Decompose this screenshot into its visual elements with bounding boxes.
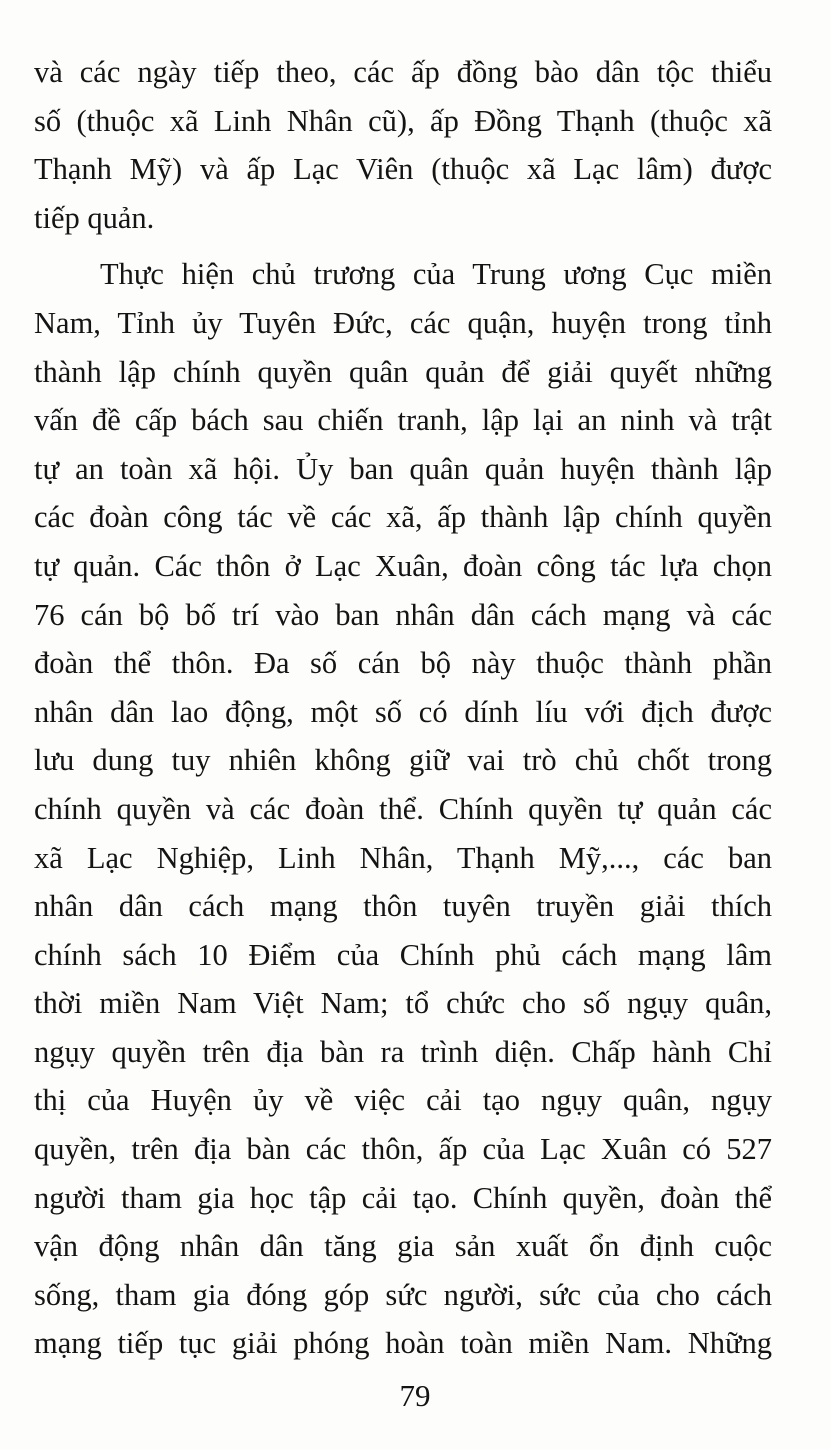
text-line: ngụy quyền trên địa bàn ra trình diện. Chấp hành Chỉ	[34, 1034, 772, 1069]
text-line: tiếp quản.	[34, 200, 155, 235]
text-line: người tham gia học tập cải tạo. Chính quyền, đoàn thể	[34, 1180, 772, 1215]
text-line: các đoàn công tác về các xã, ấp thành lập chính quyền	[34, 500, 772, 535]
text-line: lưu dung tuy nhiên không giữ vai trò chủ chốt trong	[34, 743, 772, 778]
text-line: đoàn thể thôn. Đa số cán bộ này thuộc thành phần	[34, 646, 772, 681]
text-line: 76 cán bộ bố trí vào ban nhân dân cách mạng và các	[34, 597, 772, 632]
paragraph-spacer	[34, 242, 772, 250]
page-number: 79	[399, 1378, 431, 1413]
text-line: xã Lạc Nghiệp, Linh Nhân, Thạnh Mỹ,..., các ban	[34, 840, 772, 875]
text-line: mạng tiếp tục giải phóng hoàn toàn miền Nam. Những	[34, 1326, 772, 1361]
text-line: số (thuộc xã Linh Nhân cũ), ấp Đồng Thạnh (thuộc xã	[34, 103, 772, 138]
text-line: Thực hiện chủ trương của Trung ương Cục miền	[100, 257, 772, 292]
text-line: Thạnh Mỹ) và ấp Lạc Viên (thuộc xã Lạc lâm) được	[34, 152, 772, 187]
text-line: Nam, Tỉnh ủy Tuyên Đức, các quận, huyện trong tỉnh	[34, 305, 772, 340]
text-line: quyền, trên địa bàn các thôn, ấp của Lạc Xuân có 527	[34, 1132, 772, 1167]
text-line: thời miền Nam Việt Nam; tổ chức cho số ngụy quân,	[34, 986, 772, 1021]
text-line: thành lập chính quyền quân quản để giải quyết những	[34, 354, 772, 389]
text-line: và các ngày tiếp theo, các ấp đồng bào dân tộc thiểu	[34, 55, 772, 89]
text-line: tự quản. Các thôn ở Lạc Xuân, đoàn công tác lựa chọn	[34, 548, 772, 583]
text-line: vận động nhân dân tăng gia sản xuất ổn định cuộc	[34, 1229, 772, 1264]
text-line: thị của Huyện ủy về việc cải tạo ngụy quân, ngụy	[34, 1083, 772, 1118]
text-line: chính sách 10 Điểm của Chính phủ cách mạng lâm	[34, 937, 772, 972]
body-text	[34, 48, 772, 1368]
text-line: nhân dân cách mạng thôn tuyên truyền giải thích	[34, 889, 772, 924]
text-line: sống, tham gia đóng góp sức người, sức của cho cách	[34, 1277, 772, 1312]
text-line: tự an toàn xã hội. Ủy ban quân quản huyện thành lập	[34, 451, 772, 486]
text-line: chính quyền và các đoàn thể. Chính quyền tự quản các	[34, 791, 772, 826]
text-line: nhân dân lao động, một số có dính líu với địch được	[34, 694, 772, 729]
text-line: vấn đề cấp bách sau chiến tranh, lập lại an ninh và trật	[34, 403, 772, 438]
